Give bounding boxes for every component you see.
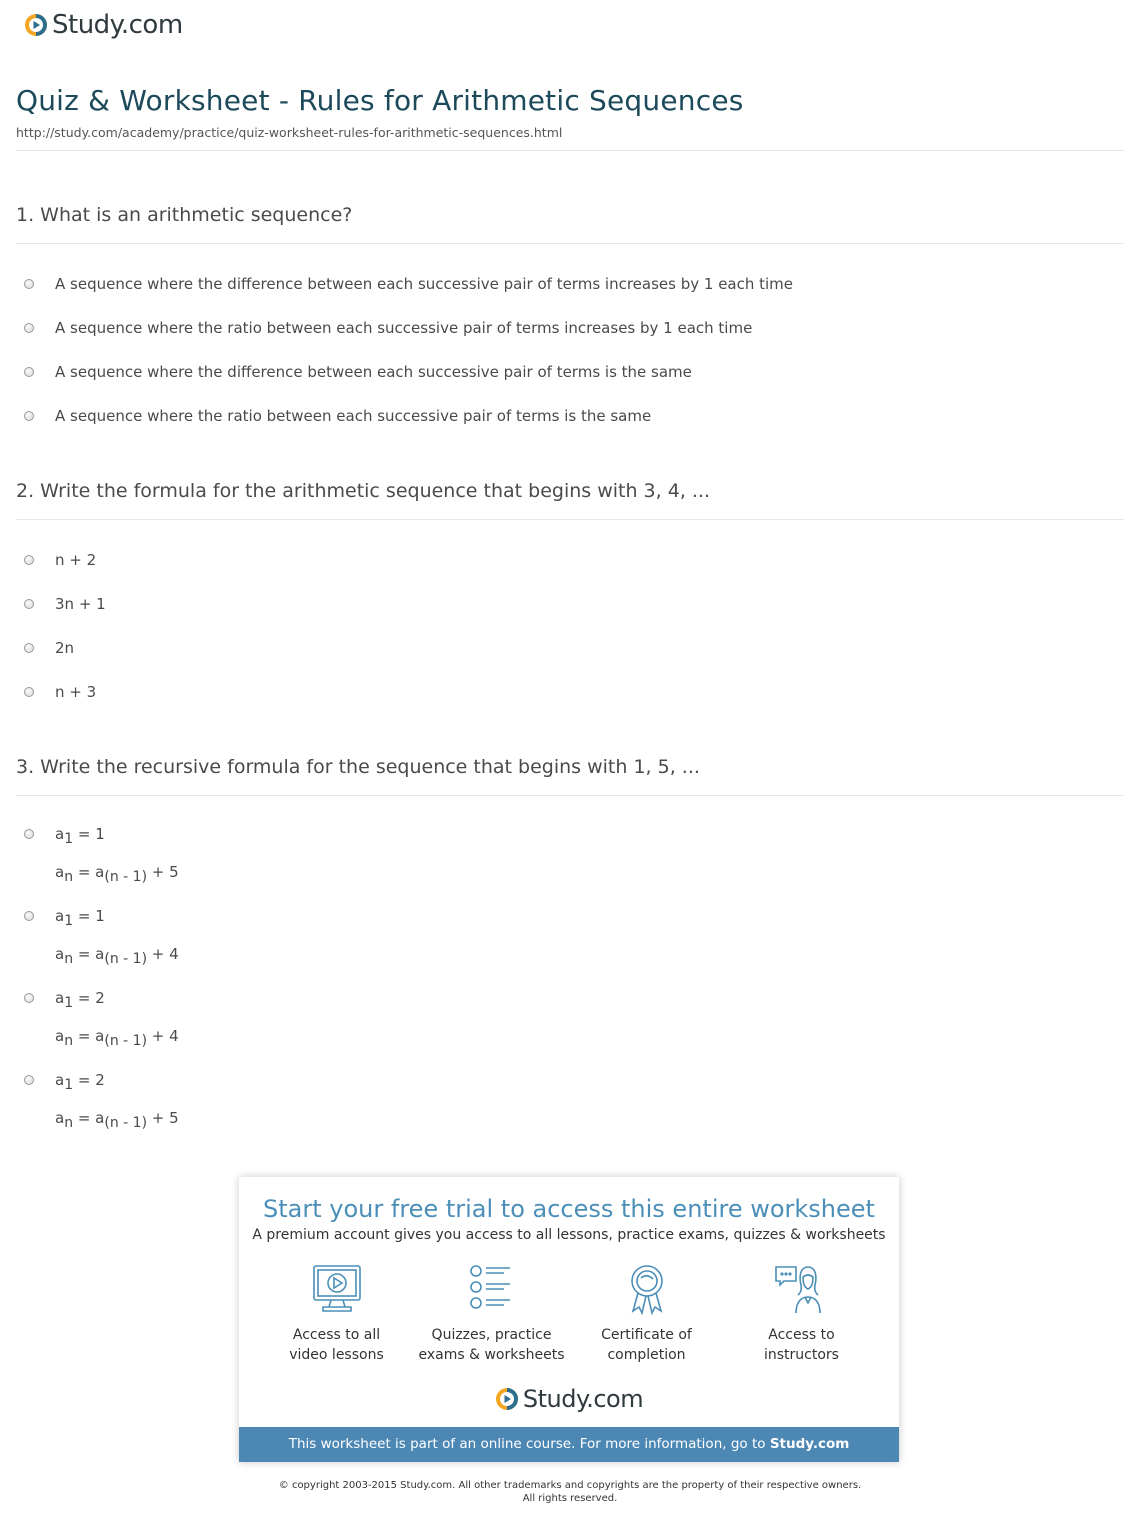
feature-label: Certificate of completion [601,1327,692,1363]
radio-button[interactable] [24,279,34,289]
free-trial-promo [239,1177,899,1462]
formula-recursive-term: $a_n = a_{(n - 1)} + 5$ [55,1109,179,1131]
radio-button[interactable] [24,411,34,421]
promo-features [239,1263,899,1365]
question-2 [16,480,1124,726]
certificate-ribbon-icon [619,1263,675,1315]
recursive-formula [55,1070,179,1131]
answer-option[interactable] [16,550,1124,594]
recursive-formula [55,988,179,1049]
promo-subtitle: A premium account gives you access to all lessons, practice exams, quizzes & worksheets [252,1227,886,1243]
question-text: 3. Write the recursive formula for the sequence that begins with 1, 5, ... [16,756,1124,796]
rights-line: All rights reserved. [522,1493,618,1504]
copyright-line: © copyright 2003-2015 Study.com. All other trademarks and copyrights are the property of their respective owners. [278,1480,862,1491]
question-text: 2. Write the formula for the arithmetic sequence that begins with 3, 4, ... [16,480,1124,520]
question-1 [16,204,1124,450]
answer-option[interactable] [16,594,1124,638]
radio-button[interactable] [24,993,34,1003]
radio-button[interactable] [24,323,34,333]
promo-logo [239,1385,899,1413]
answer-option[interactable] [16,362,1124,406]
radio-button[interactable] [24,367,34,377]
answer-option[interactable] [16,274,1124,318]
quiz-list-icon [464,1263,520,1315]
option-label: A sequence where the difference between each successive pair of terms is the same [55,363,692,381]
formula-initial-term: $a_1 = 2$ [55,989,105,1011]
formula-initial-term: $a_1 = 1$ [55,907,105,929]
radio-button[interactable] [24,911,34,921]
promo-logo-text: Study.com [522,1385,644,1413]
instructor-chat-icon [774,1263,830,1315]
study-logo-icon [495,1387,519,1411]
page-title: Quiz & Worksheet - Rules for Arithmetic Sequences [16,84,744,117]
answer-option[interactable] [16,988,1124,1070]
site-logo-text[interactable]: Study.com [52,10,183,40]
option-label: n + 2 [55,551,97,569]
answer-option[interactable] [16,1070,1124,1152]
course-info-bar [239,1427,899,1462]
option-label: 2n [55,639,75,657]
answer-options [16,550,1124,726]
study-link[interactable]: Study.com [769,1436,850,1452]
recursive-formula [55,824,179,885]
copyright-footer [0,1479,1140,1505]
recursive-formula [55,906,179,967]
question-text: 1. What is an arithmetic sequence? [16,204,1124,244]
option-label: A sequence where the difference between each successive pair of terms increases by 1 each time [55,275,794,293]
feature-video-lessons [262,1263,412,1365]
formula-initial-term: $a_1 = 1$ [55,825,105,847]
promo-title[interactable]: Start your free trial to access this entire worksheet [263,1195,875,1223]
option-label: 3n + 1 [55,595,106,613]
formula-recursive-term: $a_n = a_{(n - 1)} + 4$ [55,1027,179,1049]
site-header [24,10,183,40]
option-label: A sequence where the ratio between each successive pair of terms is the same [55,407,652,425]
radio-button[interactable] [24,555,34,565]
feature-label: Access to instructors [764,1327,839,1363]
formula-recursive-term: $a_n = a_{(n - 1)} + 5$ [55,863,179,885]
radio-button[interactable] [24,599,34,609]
answer-option[interactable] [16,406,1124,450]
answer-option[interactable] [16,638,1124,682]
answer-options [16,824,1124,1152]
radio-button[interactable] [24,829,34,839]
feature-instructors [727,1263,877,1365]
video-lesson-icon [309,1263,365,1315]
study-logo-icon [24,13,48,37]
feature-quizzes [417,1263,567,1365]
formula-recursive-term: $a_n = a_{(n - 1)} + 4$ [55,945,179,967]
radio-button[interactable] [24,1075,34,1085]
answer-option[interactable] [16,682,1124,726]
feature-label: Access to all video lessons [289,1327,384,1363]
answer-option[interactable] [16,318,1124,362]
feature-certificate [572,1263,722,1365]
question-3 [16,756,1124,1152]
page-url: http://study.com/academy/practice/quiz-worksheet-rules-for-arithmetic-sequences.html [16,125,563,140]
option-label: A sequence where the ratio between each successive pair of terms increases by 1 each time [55,319,753,337]
course-info-text: This worksheet is part of an online course. For more information, go to [288,1436,770,1452]
title-divider [16,150,1124,151]
option-label: n + 3 [55,683,97,701]
answer-options [16,274,1124,450]
feature-label: Quizzes, practice exams & worksheets [418,1327,565,1363]
radio-button[interactable] [24,643,34,653]
formula-initial-term: $a_1 = 2$ [55,1071,105,1093]
answer-option[interactable] [16,906,1124,988]
radio-button[interactable] [24,687,34,697]
answer-option[interactable] [16,824,1124,906]
